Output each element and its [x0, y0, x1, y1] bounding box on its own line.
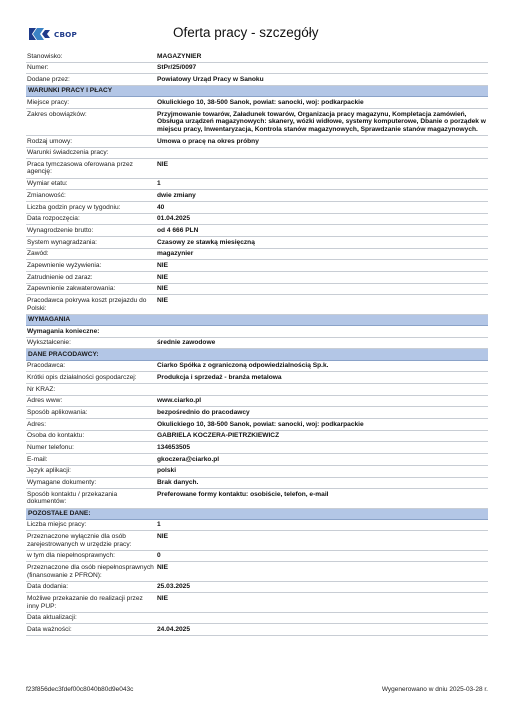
field-label: Data rozpoczęcia:	[26, 213, 156, 225]
page-header	[27, 25, 487, 47]
field-value: www.ciarko.pl	[156, 395, 488, 407]
field-label: Numer telefonu:	[26, 442, 156, 454]
detail-row	[26, 237, 488, 249]
field-value: NIE	[156, 159, 488, 178]
cbop-logo	[27, 27, 77, 41]
field-label: Numer:	[26, 62, 156, 74]
field-label: Adres:	[26, 419, 156, 431]
field-value: Okulickiego 10, 38-500 Sanok, powiat: sanocki, woj: podkarpackie	[156, 97, 488, 109]
field-value: od 4 666 PLN	[156, 225, 488, 237]
detail-row	[26, 74, 488, 86]
detail-row	[26, 489, 488, 508]
detail-row	[26, 201, 488, 213]
detail-row	[26, 550, 488, 562]
field-label: Miejsce pracy:	[26, 97, 156, 109]
generated-date: Wygenerowano w dniu 2025-03-28 r.	[381, 686, 488, 693]
field-value: 25.03.2025	[156, 581, 488, 593]
detail-row	[26, 283, 488, 295]
field-value	[156, 612, 488, 624]
field-value: polski	[156, 465, 488, 477]
field-value: NIE	[156, 260, 488, 272]
detail-row	[26, 260, 488, 272]
section-title: WARUNKI PRACY I PŁACY	[26, 86, 488, 97]
section-header	[26, 86, 488, 97]
section-header	[26, 314, 488, 325]
field-label: Zapewnienie zakwaterowania:	[26, 283, 156, 295]
detail-row	[26, 159, 488, 178]
field-value: średnie zawodowe	[156, 337, 488, 349]
section-header	[26, 508, 488, 519]
detail-row	[26, 109, 488, 136]
field-label: Pracodawca pokrywa koszt przejazdu do Polski:	[26, 295, 156, 314]
field-label: Dodane przez:	[26, 74, 156, 86]
field-label: Adres www:	[26, 395, 156, 407]
field-value: 134653505	[156, 442, 488, 454]
section-title: POZOSTAŁE DANE:	[26, 508, 488, 519]
field-value: 24.04.2025	[156, 624, 488, 636]
field-value: Produkcja i sprzedaż - branża metalowa	[156, 372, 488, 384]
detail-row	[26, 178, 488, 190]
section-header	[26, 349, 488, 360]
detail-row	[26, 213, 488, 225]
field-value: NIE	[156, 283, 488, 295]
field-value: NIE	[156, 562, 488, 581]
field-label: Zapewnienie wyżywienia:	[26, 260, 156, 272]
field-label: Wymiar etatu:	[26, 178, 156, 190]
field-label: E-mail:	[26, 454, 156, 466]
offer-details-table	[26, 51, 488, 636]
field-label: System wynagradzania:	[26, 237, 156, 249]
detail-row	[26, 519, 488, 531]
field-value: Powiatowy Urząd Pracy w Sanoku	[156, 74, 488, 86]
detail-row	[26, 360, 488, 372]
field-label: w tym dla niepełnosprawnych:	[26, 550, 156, 562]
detail-row	[26, 624, 488, 636]
section-title: DANE PRACODAWCY:	[26, 349, 488, 360]
field-value: 01.04.2025	[156, 213, 488, 225]
detail-row	[26, 465, 488, 477]
detail-row	[26, 135, 488, 147]
field-label: Warunki świadczenia pracy:	[26, 147, 156, 159]
section-title: WYMAGANIA	[26, 314, 488, 325]
cbop-logo-icon	[27, 27, 51, 41]
field-label: Osoba do kontaktu:	[26, 430, 156, 442]
field-value: Umowa o pracę na okres próbny	[156, 135, 488, 147]
field-value: magazynier	[156, 248, 488, 260]
detail-row	[26, 562, 488, 581]
field-label: Data dodania:	[26, 581, 156, 593]
field-value: 0	[156, 550, 488, 562]
field-label: Przeznaczone wyłącznie dla osób zarejestrowanych w urzędzie pracy:	[26, 531, 156, 550]
field-value: bezpośrednio do pracodawcy	[156, 407, 488, 419]
field-value: 1	[156, 178, 488, 190]
field-label: Nr KRAZ:	[26, 384, 156, 396]
field-value: 40	[156, 201, 488, 213]
field-value: Brak danych.	[156, 477, 488, 489]
field-label: Stanowisko:	[26, 51, 156, 62]
field-label: Wynagrodzenie brutto:	[26, 225, 156, 237]
detail-row	[26, 430, 488, 442]
field-label: Pracodawca:	[26, 360, 156, 372]
detail-row	[26, 407, 488, 419]
field-value: dwie zmiany	[156, 190, 488, 202]
field-label: Wykształcenie:	[26, 337, 156, 349]
field-value	[156, 147, 488, 159]
detail-row	[26, 419, 488, 431]
detail-row	[26, 372, 488, 384]
field-value	[156, 384, 488, 396]
detail-row	[26, 442, 488, 454]
detail-row	[26, 295, 488, 314]
field-label: Data ważności:	[26, 624, 156, 636]
field-label: Możliwe przekazanie do realizacji przez inny PUP:	[26, 593, 156, 612]
field-label: Krótki opis działalności gospodarczej:	[26, 372, 156, 384]
field-value: Czasowy ze stawką miesięczną	[156, 237, 488, 249]
page-title: Oferta pracy - szczegóły	[173, 25, 319, 40]
detail-row	[26, 97, 488, 109]
field-label: Zakres obowiązków:	[26, 109, 156, 136]
field-value: NIE	[156, 295, 488, 314]
field-value: NIE	[156, 593, 488, 612]
field-label: Praca tymczasowa oferowana przez agencję:	[26, 159, 156, 178]
detail-row	[26, 225, 488, 237]
field-value: MAGAZYNIER	[156, 51, 488, 62]
detail-row	[26, 62, 488, 74]
field-value: Okulickiego 10, 38-500 Sanok, powiat: sanocki, woj: podkarpackie	[156, 419, 488, 431]
field-label: Sposób kontaktu / przekazania dokumentów:	[26, 489, 156, 508]
field-value: Preferowane formy kontaktu: osobiście, telefon, e-mail	[156, 489, 488, 508]
field-value: Przyjmowanie towarów, Załadunek towarów, Organizacja pracy magazynu, Kompletacja zamówień, Obsługa urządzeń magazynowych: skanery, wózki widłowe, systemy komputerowe, Dbanie o porządek w miejscu pracy, Inwentaryzacja, Kontrola stanów magazynowych, Sprawdzanie stanów magazynowych.	[156, 109, 488, 136]
detail-row	[26, 147, 488, 159]
field-label: Sposób aplikowania:	[26, 407, 156, 419]
logo-text: CBOP	[54, 29, 77, 39]
detail-row	[26, 593, 488, 612]
field-value: GABRIELA KOCZERA-PIETRZKIEWICZ	[156, 430, 488, 442]
field-value: Ciarko Spółka z ograniczoną odpowiedzialnością Sp.k.	[156, 360, 488, 372]
detail-row	[26, 581, 488, 593]
field-value: gkoczera@ciarko.pl	[156, 454, 488, 466]
document-hash: f23f856dec3fdef00c8040b80d9e043c	[26, 686, 134, 693]
field-label: Język aplikacji:	[26, 465, 156, 477]
detail-row	[26, 51, 488, 62]
field-label: Wymagane dokumenty:	[26, 477, 156, 489]
detail-row	[26, 531, 488, 550]
detail-row	[26, 337, 488, 349]
detail-row	[26, 384, 488, 396]
field-label: Zawód:	[26, 248, 156, 260]
field-label: Liczba godzin pracy w tygodniu:	[26, 201, 156, 213]
detail-row	[26, 612, 488, 624]
detail-row	[26, 248, 488, 260]
field-value: StPr/25/0097	[156, 62, 488, 74]
detail-row	[26, 477, 488, 489]
subsection-title: Wymagania konieczne:	[26, 326, 488, 338]
field-value: 1	[156, 519, 488, 531]
field-label: Zmianowość:	[26, 190, 156, 202]
field-value: NIE	[156, 531, 488, 550]
field-value: NIE	[156, 272, 488, 284]
detail-row	[26, 272, 488, 284]
subsection-header	[26, 326, 488, 338]
field-label: Liczba miejsc pracy:	[26, 519, 156, 531]
field-label: Zatrudnienie od zaraz:	[26, 272, 156, 284]
field-label: Rodzaj umowy:	[26, 135, 156, 147]
field-label: Przeznaczone dla osób niepełnosprawnych (finansowanie z PFRON):	[26, 562, 156, 581]
field-label: Data aktualizacji:	[26, 612, 156, 624]
offer-details-rows	[26, 51, 488, 636]
detail-row	[26, 395, 488, 407]
detail-row	[26, 454, 488, 466]
detail-row	[26, 190, 488, 202]
